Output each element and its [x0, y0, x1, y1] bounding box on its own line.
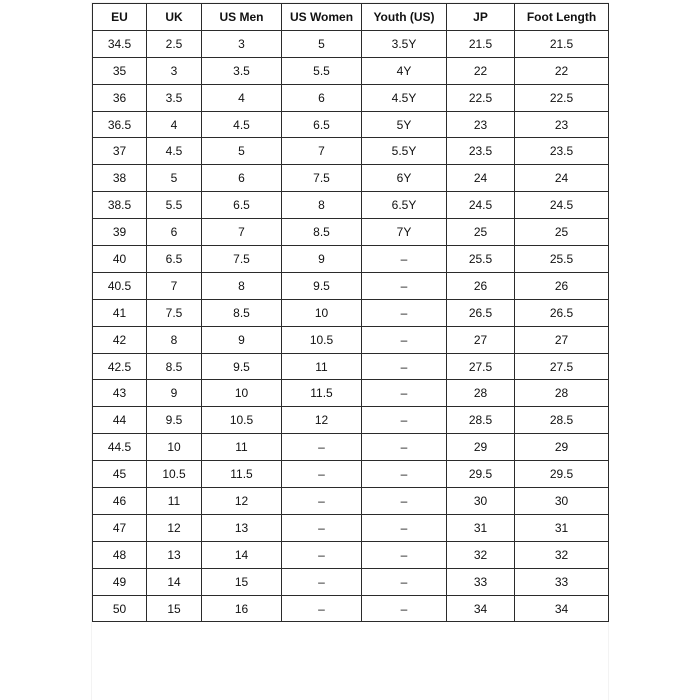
youth-us-cell: 5.5Y [362, 138, 447, 165]
youth-us-cell: – [362, 595, 447, 622]
table-row [93, 407, 609, 434]
us-men-cell: 4.5 [202, 111, 282, 138]
us-women-cell: – [282, 595, 362, 622]
table-row [93, 488, 609, 515]
jp-cell: 24.5 [447, 192, 515, 219]
uk-cell: 5.5 [147, 192, 202, 219]
table-row [93, 595, 609, 622]
table-row [93, 326, 609, 353]
us-men-cell: 6.5 [202, 192, 282, 219]
youth-us-cell: – [362, 541, 447, 568]
table-row [93, 165, 609, 192]
table-row [93, 219, 609, 246]
us-women-cell: 10 [282, 299, 362, 326]
uk-cell: 13 [147, 541, 202, 568]
jp-cell: 22 [447, 57, 515, 84]
youth-us-cell: – [362, 272, 447, 299]
youth-us-cell: 3.5Y [362, 30, 447, 57]
table-row [93, 111, 609, 138]
jp-cell: 34 [447, 595, 515, 622]
eu-cell: 36 [93, 84, 147, 111]
uk-cell: 6.5 [147, 246, 202, 273]
us-women-cell: – [282, 488, 362, 515]
us-men-cell: 9 [202, 326, 282, 353]
us-men-cell: 12 [202, 488, 282, 515]
jp-cell: 28 [447, 380, 515, 407]
youth-us-cell: 4Y [362, 57, 447, 84]
uk-cell: 11 [147, 488, 202, 515]
us-men-cell: 8.5 [202, 299, 282, 326]
jp-cell: 27 [447, 326, 515, 353]
foot-length-cell: 25.5 [515, 246, 609, 273]
eu-cell: 44 [93, 407, 147, 434]
uk-cell: 10.5 [147, 461, 202, 488]
us-women-cell: – [282, 568, 362, 595]
eu-cell: 42 [93, 326, 147, 353]
jp-cell: 23 [447, 111, 515, 138]
column-header-jp: JP [447, 4, 515, 31]
table-row [93, 461, 609, 488]
table-row [93, 30, 609, 57]
foot-length-cell: 22 [515, 57, 609, 84]
foot-length-cell: 21.5 [515, 30, 609, 57]
youth-us-cell: 6Y [362, 165, 447, 192]
uk-cell: 3 [147, 57, 202, 84]
us-women-cell: – [282, 541, 362, 568]
eu-cell: 39 [93, 219, 147, 246]
us-men-cell: 3.5 [202, 57, 282, 84]
us-men-cell: 9.5 [202, 353, 282, 380]
table-row [93, 57, 609, 84]
us-men-cell: 3 [202, 30, 282, 57]
table-row [93, 84, 609, 111]
youth-us-cell: – [362, 299, 447, 326]
foot-length-cell: 27.5 [515, 353, 609, 380]
jp-cell: 22.5 [447, 84, 515, 111]
us-women-cell: 6 [282, 84, 362, 111]
us-men-cell: 8 [202, 272, 282, 299]
uk-cell: 10 [147, 434, 202, 461]
eu-cell: 34.5 [93, 30, 147, 57]
youth-us-cell: – [362, 461, 447, 488]
youth-us-cell: – [362, 514, 447, 541]
column-header-eu: EU [93, 4, 147, 31]
youth-us-cell: – [362, 407, 447, 434]
table-header-row [93, 4, 609, 31]
eu-cell: 40 [93, 246, 147, 273]
uk-cell: 15 [147, 595, 202, 622]
us-women-cell: 6.5 [282, 111, 362, 138]
eu-cell: 46 [93, 488, 147, 515]
us-women-cell: 9.5 [282, 272, 362, 299]
foot-length-cell: 27 [515, 326, 609, 353]
youth-us-cell: – [362, 326, 447, 353]
us-women-cell: 8 [282, 192, 362, 219]
eu-cell: 44.5 [93, 434, 147, 461]
us-women-cell: 8.5 [282, 219, 362, 246]
table-row [93, 568, 609, 595]
foot-length-cell: 22.5 [515, 84, 609, 111]
us-women-cell: 9 [282, 246, 362, 273]
foot-length-cell: 25 [515, 219, 609, 246]
table-row [93, 514, 609, 541]
foot-length-cell: 24.5 [515, 192, 609, 219]
column-header-us-men: US Men [202, 4, 282, 31]
jp-cell: 28.5 [447, 407, 515, 434]
us-men-cell: 13 [202, 514, 282, 541]
us-women-cell: 11 [282, 353, 362, 380]
foot-length-cell: 28 [515, 380, 609, 407]
table-row [93, 434, 609, 461]
foot-length-cell: 31 [515, 514, 609, 541]
column-header-us-women: US Women [282, 4, 362, 31]
eu-cell: 43 [93, 380, 147, 407]
table-row [93, 272, 609, 299]
youth-us-cell: – [362, 568, 447, 595]
jp-cell: 27.5 [447, 353, 515, 380]
us-men-cell: 10 [202, 380, 282, 407]
uk-cell: 4.5 [147, 138, 202, 165]
youth-us-cell: – [362, 488, 447, 515]
uk-cell: 12 [147, 514, 202, 541]
youth-us-cell: 4.5Y [362, 84, 447, 111]
jp-cell: 30 [447, 488, 515, 515]
foot-length-cell: 23 [515, 111, 609, 138]
us-men-cell: 5 [202, 138, 282, 165]
table-row [93, 246, 609, 273]
column-header-foot-length: Foot Length [515, 4, 609, 31]
foot-length-cell: 26.5 [515, 299, 609, 326]
foot-length-cell: 29.5 [515, 461, 609, 488]
youth-us-cell: – [362, 434, 447, 461]
us-women-cell: 11.5 [282, 380, 362, 407]
foot-length-cell: 33 [515, 568, 609, 595]
eu-cell: 35 [93, 57, 147, 84]
uk-cell: 2.5 [147, 30, 202, 57]
size-conversion-table [92, 3, 609, 622]
jp-cell: 29.5 [447, 461, 515, 488]
jp-cell: 24 [447, 165, 515, 192]
eu-cell: 37 [93, 138, 147, 165]
uk-cell: 3.5 [147, 84, 202, 111]
jp-cell: 25.5 [447, 246, 515, 273]
eu-cell: 41 [93, 299, 147, 326]
eu-cell: 36.5 [93, 111, 147, 138]
foot-length-cell: 29 [515, 434, 609, 461]
us-men-cell: 7 [202, 219, 282, 246]
us-men-cell: 6 [202, 165, 282, 192]
uk-cell: 7.5 [147, 299, 202, 326]
foot-length-cell: 30 [515, 488, 609, 515]
jp-cell: 32 [447, 541, 515, 568]
us-men-cell: 4 [202, 84, 282, 111]
foot-length-cell: 24 [515, 165, 609, 192]
eu-cell: 50 [93, 595, 147, 622]
uk-cell: 9 [147, 380, 202, 407]
size-chart-sheet [92, 3, 608, 700]
youth-us-cell: – [362, 246, 447, 273]
table-row [93, 299, 609, 326]
eu-cell: 47 [93, 514, 147, 541]
foot-length-cell: 26 [515, 272, 609, 299]
jp-cell: 31 [447, 514, 515, 541]
column-header-uk: UK [147, 4, 202, 31]
us-women-cell: 5 [282, 30, 362, 57]
us-women-cell: 10.5 [282, 326, 362, 353]
us-women-cell: 12 [282, 407, 362, 434]
eu-cell: 38.5 [93, 192, 147, 219]
eu-cell: 48 [93, 541, 147, 568]
us-women-cell: 7 [282, 138, 362, 165]
column-header-youth-us: Youth (US) [362, 4, 447, 31]
uk-cell: 8.5 [147, 353, 202, 380]
youth-us-cell: 6.5Y [362, 192, 447, 219]
eu-cell: 40.5 [93, 272, 147, 299]
us-men-cell: 11 [202, 434, 282, 461]
foot-length-cell: 23.5 [515, 138, 609, 165]
youth-us-cell: – [362, 353, 447, 380]
jp-cell: 26 [447, 272, 515, 299]
foot-length-cell: 28.5 [515, 407, 609, 434]
us-men-cell: 15 [202, 568, 282, 595]
us-men-cell: 10.5 [202, 407, 282, 434]
jp-cell: 29 [447, 434, 515, 461]
table-row [93, 541, 609, 568]
jp-cell: 25 [447, 219, 515, 246]
size-table-body [93, 30, 609, 622]
eu-cell: 38 [93, 165, 147, 192]
youth-us-cell: – [362, 380, 447, 407]
jp-cell: 23.5 [447, 138, 515, 165]
eu-cell: 49 [93, 568, 147, 595]
us-men-cell: 16 [202, 595, 282, 622]
foot-length-cell: 34 [515, 595, 609, 622]
table-row [93, 138, 609, 165]
jp-cell: 26.5 [447, 299, 515, 326]
us-women-cell: – [282, 461, 362, 488]
eu-cell: 42.5 [93, 353, 147, 380]
us-men-cell: 11.5 [202, 461, 282, 488]
us-women-cell: 5.5 [282, 57, 362, 84]
us-women-cell: – [282, 514, 362, 541]
uk-cell: 8 [147, 326, 202, 353]
uk-cell: 7 [147, 272, 202, 299]
uk-cell: 9.5 [147, 407, 202, 434]
table-row [93, 353, 609, 380]
uk-cell: 14 [147, 568, 202, 595]
foot-length-cell: 32 [515, 541, 609, 568]
jp-cell: 21.5 [447, 30, 515, 57]
youth-us-cell: 7Y [362, 219, 447, 246]
youth-us-cell: 5Y [362, 111, 447, 138]
table-row [93, 192, 609, 219]
jp-cell: 33 [447, 568, 515, 595]
table-row [93, 380, 609, 407]
us-men-cell: 14 [202, 541, 282, 568]
uk-cell: 5 [147, 165, 202, 192]
us-women-cell: 7.5 [282, 165, 362, 192]
us-women-cell: – [282, 434, 362, 461]
us-men-cell: 7.5 [202, 246, 282, 273]
eu-cell: 45 [93, 461, 147, 488]
uk-cell: 6 [147, 219, 202, 246]
uk-cell: 4 [147, 111, 202, 138]
